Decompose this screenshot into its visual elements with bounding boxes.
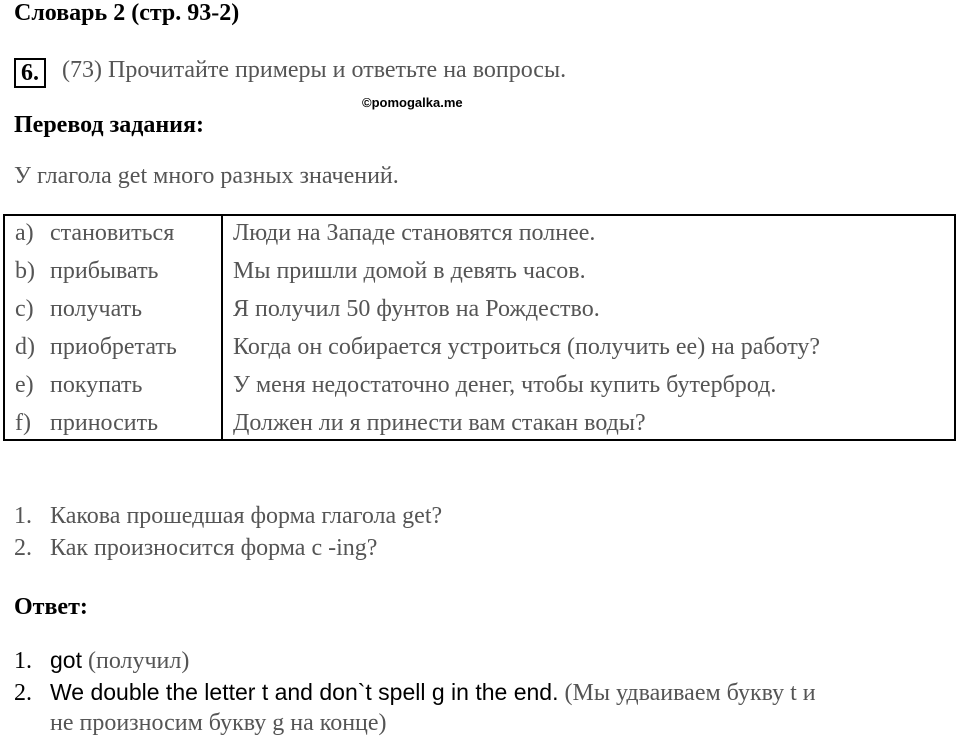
question-number: 1. <box>14 503 32 529</box>
row-letter: c) <box>15 296 34 322</box>
question-item <box>14 535 377 562</box>
question-text: Как произносится форма с -ing? <box>50 535 378 561</box>
page-title: Словарь 2 (стр. 93-2) <box>14 0 240 26</box>
table-row <box>5 216 954 254</box>
answer-russian: (получил) <box>81 648 190 674</box>
table-row <box>5 406 954 444</box>
answer-number: 2. <box>14 680 32 706</box>
watermark: ©pomogalka.me <box>362 95 463 110</box>
row-word: приносить <box>50 410 159 436</box>
answer-russian: (Мы удваиваем букву t и <box>558 680 816 706</box>
row-sentence: Когда он собирается устроиться (получить ее) на работу? <box>233 334 821 360</box>
question-number: 2. <box>14 535 32 561</box>
row-word: прибывать <box>50 258 159 284</box>
row-sentence: Должен ли я принести вам стакан воды? <box>233 410 646 436</box>
row-letter: d) <box>15 334 35 360</box>
task-number: 6. <box>14 58 46 88</box>
answer-item <box>14 647 189 675</box>
meanings-table <box>3 214 956 441</box>
row-sentence: Я получил 50 фунтов на Рождество. <box>233 296 600 322</box>
intro-text: У глагола get много разных значений. <box>14 163 399 189</box>
answer-english: We double the letter t and don`t spell g in the end. <box>50 679 559 705</box>
row-letter: b) <box>15 258 35 284</box>
row-letter: f) <box>15 410 31 436</box>
answer-number: 1. <box>14 648 32 674</box>
table-row <box>5 254 954 292</box>
row-letter: a) <box>15 220 34 246</box>
answer-english: got <box>50 647 82 673</box>
row-sentence: Люди на Западе становятся полнее. <box>233 220 596 246</box>
row-word: приобретать <box>50 334 177 360</box>
translation-heading: Перевод задания: <box>14 112 204 138</box>
table-row <box>5 330 954 368</box>
table-row <box>5 368 954 406</box>
row-letter: e) <box>15 372 34 398</box>
row-word: становиться <box>50 220 175 246</box>
question-item <box>14 503 442 530</box>
answer-heading: Ответ: <box>14 594 88 620</box>
row-sentence: У меня недостаточно денег, чтобы купить бутерброд. <box>233 372 777 398</box>
question-text: Какова прошедшая форма глагола get? <box>50 503 443 529</box>
answer-item <box>14 679 816 707</box>
answer-russian-continued: не произносим букву g на конце) <box>50 710 387 736</box>
row-sentence: Мы пришли домой в девять часов. <box>233 258 586 284</box>
row-word: покупать <box>50 372 143 398</box>
table-row <box>5 292 954 330</box>
row-word: получать <box>50 296 143 322</box>
task-text: (73) Прочитайте примеры и ответьте на вопросы. <box>62 57 567 83</box>
